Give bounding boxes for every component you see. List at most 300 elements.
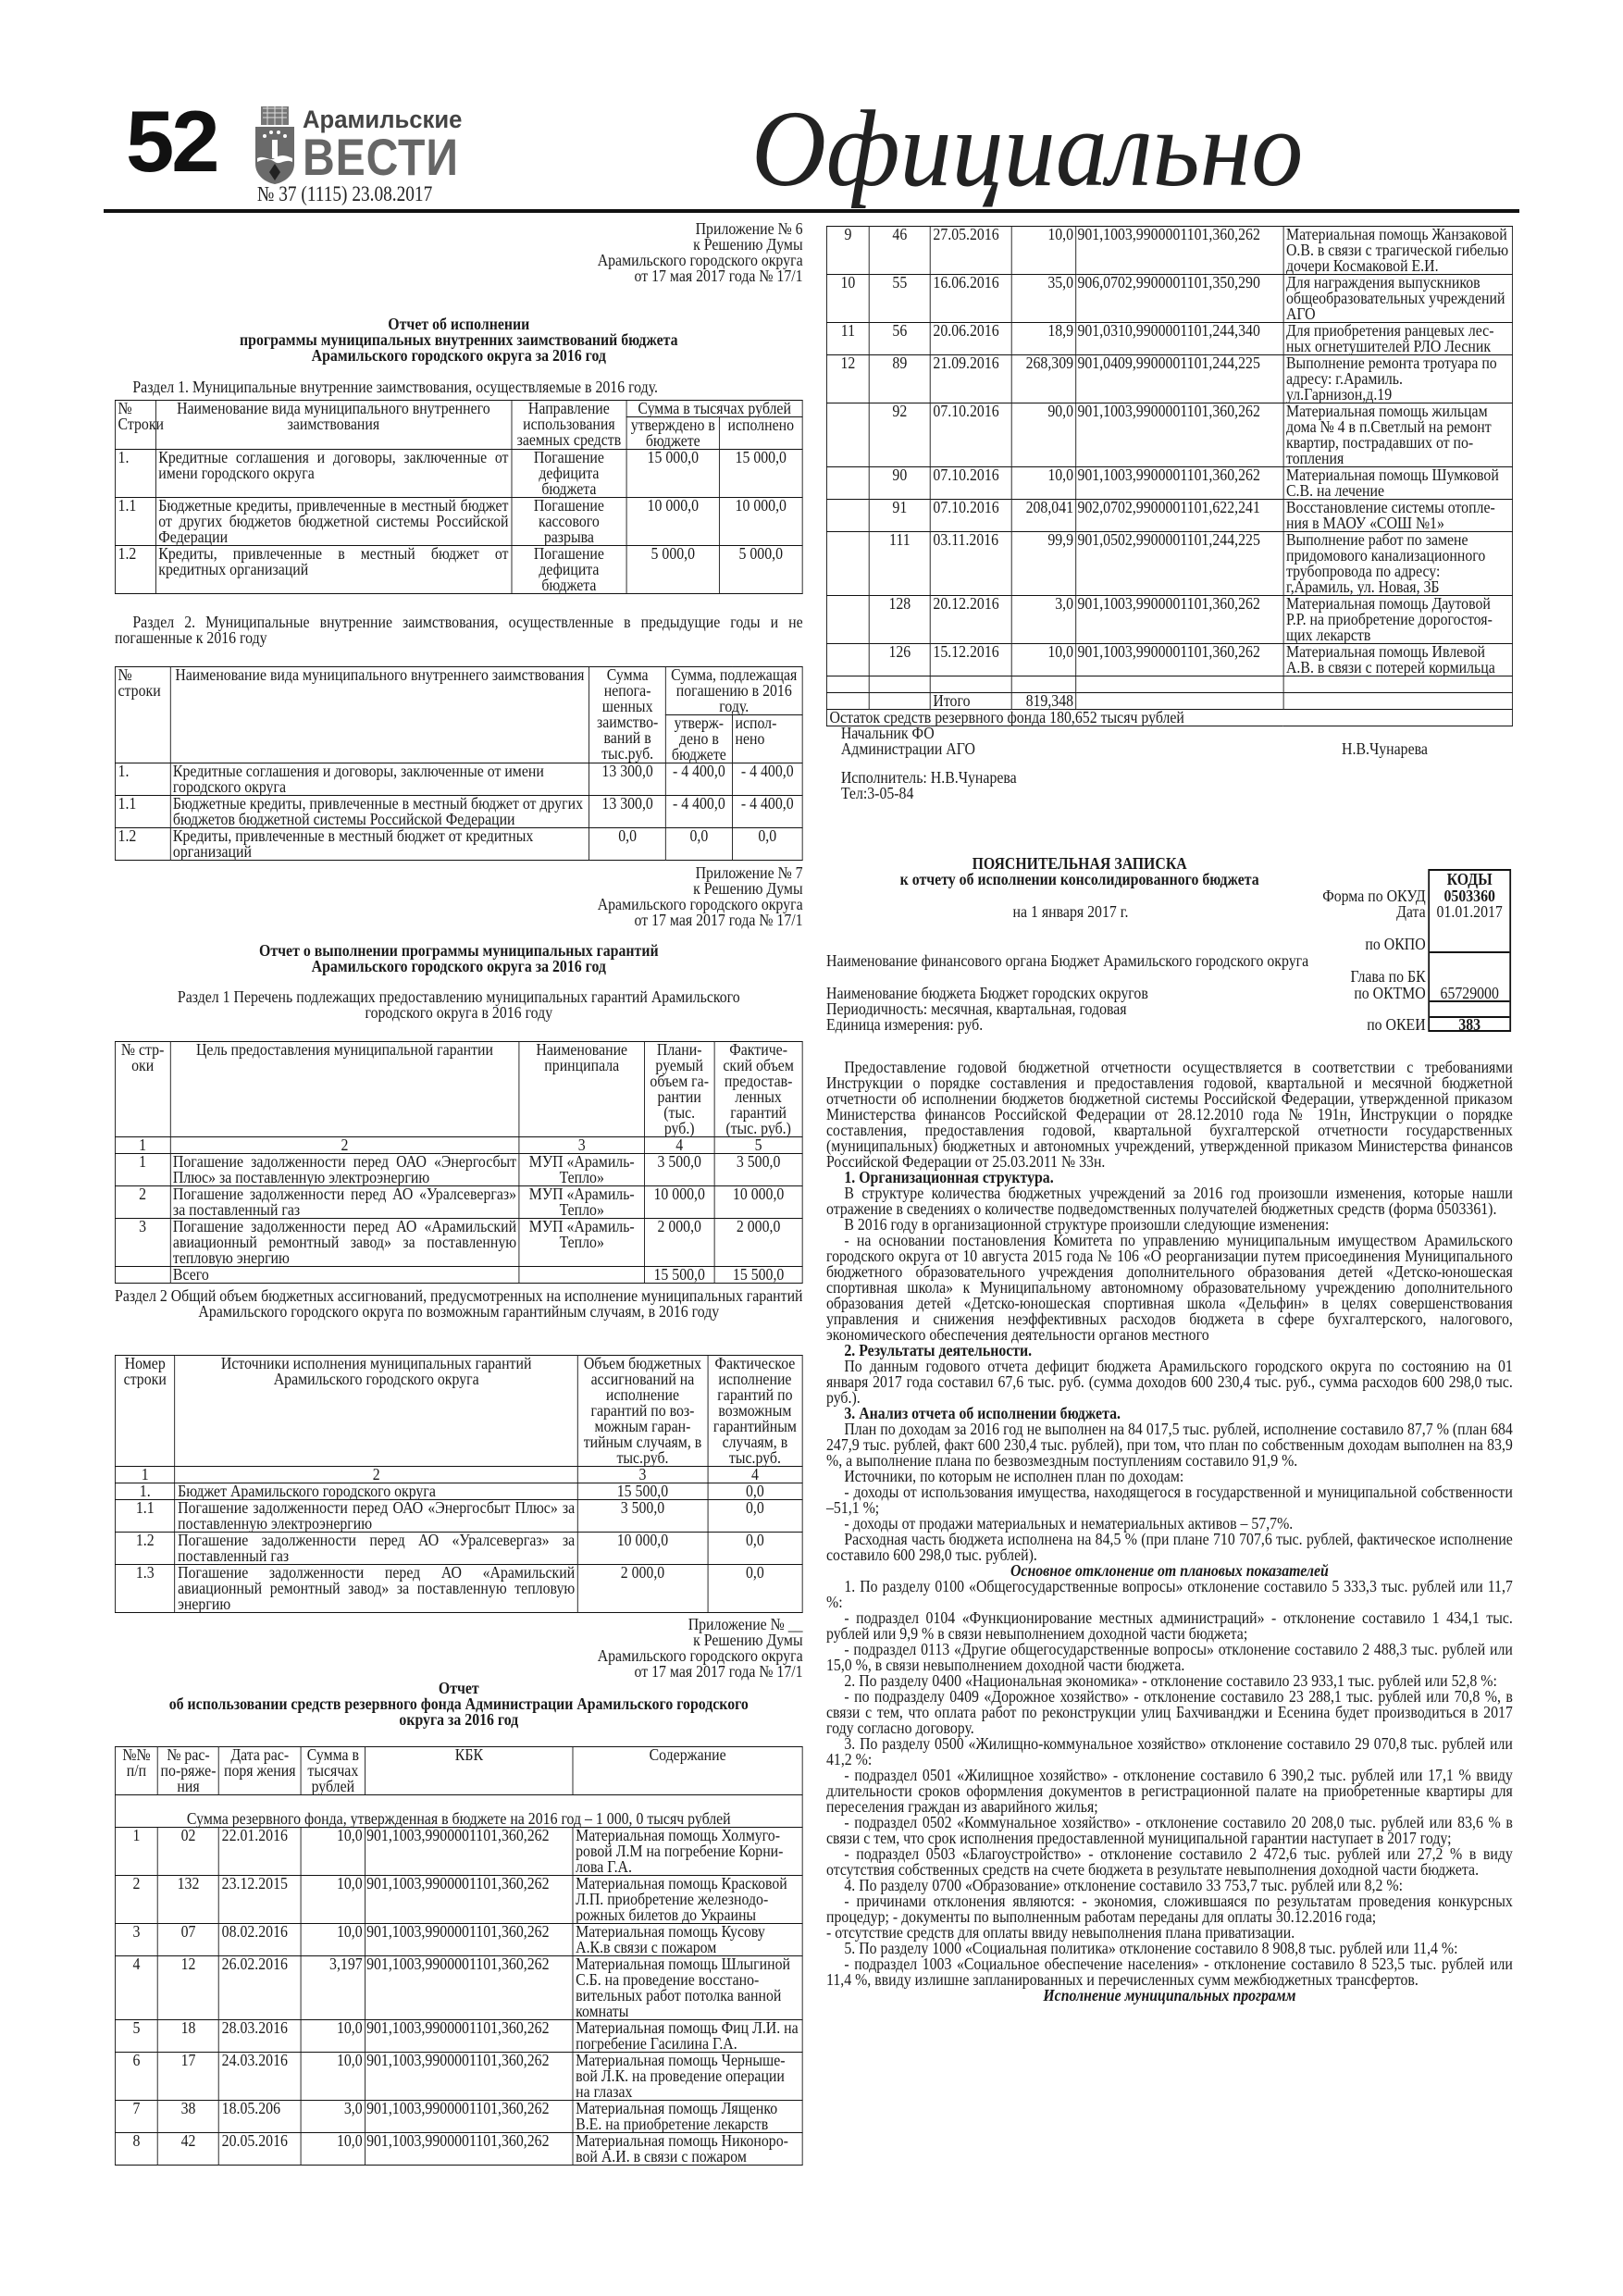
unit: Единица измерения: руб.	[826, 1015, 984, 1034]
order-date: 24.03.2016	[219, 2053, 301, 2101]
appendix-line: Приложение № 7	[695, 863, 803, 882]
kbk-code: 901,1003,9900001101,360,262	[1076, 467, 1283, 500]
row-number	[826, 403, 869, 467]
executed-amount: 5 000,0	[719, 546, 802, 594]
code-value: 0503360	[1443, 887, 1495, 905]
guarantee-table-2	[115, 1355, 803, 1613]
order-date	[930, 676, 1011, 693]
code-value: 01.01.2017	[1436, 902, 1503, 921]
order-number: 126	[869, 644, 930, 676]
kbk-code: 901,1003,9900001101,360,262	[365, 1924, 573, 1956]
actual-amount: 0,0	[708, 1483, 803, 1500]
col-header: Источники исполнения муниципальных гарантий Арамильского городского округа	[175, 1356, 577, 1467]
principal	[519, 1267, 644, 1284]
principal: МУП «Арамиль-Тепло»	[519, 1186, 644, 1219]
row-number: 9	[826, 227, 869, 275]
title-line: Отчет	[438, 1679, 479, 1697]
kbk-code	[1076, 693, 1283, 710]
order-number: 90	[869, 467, 930, 500]
reserve-fund-table-continued	[826, 226, 1513, 726]
order-number: 91	[869, 500, 930, 532]
amount: 10,0	[301, 2020, 365, 2053]
amount: 90,0	[1011, 403, 1076, 467]
col-number: 4	[644, 1137, 714, 1154]
section-caption: Раздел 2 Общий объем бюджетных ассигнований, предусмотренных на исполнение муниципальных гарантий Арамильского городского округа по возможным гарантийным случаям, в 2016 году	[115, 1286, 803, 1321]
col-number: 2	[175, 1467, 577, 1483]
guarantee-report-title	[115, 943, 803, 974]
col-header: Направление использования заемных средств	[512, 401, 627, 450]
amount: 10,0	[301, 1876, 365, 1924]
table-row	[115, 2101, 802, 2133]
table-row	[115, 1565, 802, 1613]
table-row	[115, 2133, 802, 2166]
guarantee-table-1	[115, 1041, 803, 1284]
appendix-line: от 17 мая 2017 года № 17/1	[634, 911, 803, 929]
col-header: Фактический объем предоставленных гарантий (тыс. руб.)	[714, 1042, 802, 1137]
borrowing-type: Кредиты, привлеченные в местный бюджет от кредитных организаций	[155, 546, 511, 594]
guarantee-purpose: Всего	[170, 1267, 519, 1284]
row-number: 1.2	[115, 1533, 175, 1565]
title-line: Отчет об исполнении	[388, 315, 530, 333]
order-date: 20.12.2016	[930, 596, 1011, 644]
code-label: Дата	[1396, 902, 1426, 921]
row-number: 7	[115, 2101, 157, 2133]
executed-amount: - 4 400,0	[732, 763, 802, 796]
row-number: 1.1	[115, 498, 155, 546]
description: Для награждения выпускников общеобразовательных учреждений АГО	[1283, 275, 1513, 323]
appendix-line: к Решению Думы	[693, 1631, 803, 1649]
row-number	[826, 596, 869, 644]
signature-name: Н.В.Чунарева	[1342, 739, 1428, 758]
guarantee-source: Погашение задолженности перед АО «Уралсевергаз» за поставленный газ	[175, 1533, 577, 1565]
guarantee-source: Погашение задолженности перед ОАО «Энергосбыт Плюс» за поставленную электроэнергию	[175, 1500, 577, 1533]
col-header: Сумма в тысячах рублей	[301, 1747, 365, 1795]
explanatory-note-body	[826, 1060, 1513, 2004]
col-header: утверждено в бюджете	[626, 417, 719, 450]
row-number	[826, 500, 869, 532]
table-row	[115, 1924, 802, 1956]
outstanding-amount: 13 300,0	[589, 763, 665, 796]
kbk-code: 901,1003,9900001101,360,262	[365, 1828, 573, 1876]
description	[1283, 676, 1513, 693]
col-header: № строки	[115, 1042, 169, 1137]
actual-amount: 10 000,0	[714, 1186, 802, 1219]
title-line: Арамильского городского округа за 2016 год	[311, 346, 606, 365]
order-date: 21.09.2016	[930, 355, 1011, 403]
row-number: 3	[115, 1924, 157, 1956]
amount: 10,0	[1011, 467, 1076, 500]
row-number	[826, 467, 869, 500]
order-number: 132	[157, 1876, 218, 1924]
description: Материальная помощь Фиц Л.И. на погребение Гасилина Г.А.	[573, 2020, 802, 2053]
subheading: Основное отклонение от плановых показателей	[1010, 1561, 1329, 1580]
col-header: Сумма, подлежащая погашению в 2016 году.	[665, 667, 802, 715]
row-number: 11	[826, 323, 869, 355]
order-date: 18.05.206	[219, 2101, 301, 2133]
note-subtitle: к отчету об исполнении консолидированного бюджета	[899, 870, 1259, 888]
col-header: Объем бюджетных ассигнований на исполнение гарантий по возможным гарантийным случаям, в тыс.руб.	[577, 1356, 707, 1467]
row-number: 3	[115, 1219, 169, 1267]
col-number: 4	[708, 1467, 803, 1483]
table-row	[826, 355, 1512, 403]
borrowing-type: Бюджетные кредиты, привлеченные в местный бюджет от других бюджетов бюджетной системы Российской Федерации	[170, 796, 589, 828]
logo-title-top: Арамильские	[303, 105, 463, 133]
order-number	[869, 676, 930, 693]
table-row	[115, 1483, 802, 1500]
borrowing-report-title	[115, 316, 803, 364]
order-date: Итого	[930, 693, 1011, 710]
paragraph: - подраздел 0113 «Другие общегосударственные вопросы» отклонение составило 2 488,3 тыс. рублей или 15,0 %, в связи невыполнением доходной части бюджета.	[826, 1640, 1513, 1674]
page-number: 52	[126, 93, 217, 190]
row-number: 2	[115, 1876, 157, 1924]
col-header: Наименование принципала	[519, 1042, 644, 1137]
description: Материальная помощь Даутовой Р.Р. на приобретение дорогостоящих лекарств	[1283, 596, 1513, 644]
left-column	[115, 0, 803, 2296]
reserve-fund-report-title	[115, 1681, 803, 1728]
table-row	[115, 1186, 802, 1219]
description: Материальная помощь жильцам дома № 4 в п.Светлый на ремонт квартир, пострадавших от потопления	[1283, 403, 1513, 467]
usage-direction: Погашение кассового разрыва	[512, 498, 627, 546]
borrowing-type: Кредиты, привлеченные в местный бюджет от кредитных организаций	[170, 828, 589, 861]
order-number: 55	[869, 275, 930, 323]
amount: 10,0	[1011, 644, 1076, 676]
row-number	[826, 532, 869, 596]
col-number: 1	[115, 1137, 169, 1154]
executor: Исполнитель: Н.В.Чунарева	[840, 768, 1017, 787]
order-number: 02	[157, 1828, 218, 1876]
table-row	[115, 828, 802, 861]
amount: 99,9	[1011, 532, 1076, 596]
amount: 10,0	[301, 1828, 365, 1876]
amount: 35,0	[1011, 275, 1076, 323]
periodicity: Периодичность: месячная, квартальная, годовая	[826, 999, 1127, 1018]
order-number: 128	[869, 596, 930, 644]
table-row	[115, 546, 802, 594]
borrowing-type: Кредитные соглашения и договоры, заключенные от имени городского округа	[155, 450, 511, 498]
actual-amount: 0,0	[708, 1565, 803, 1613]
amount: 3,197	[301, 1956, 365, 2020]
approved-amount: 10 000,0	[626, 498, 719, 546]
usage-direction: Погашение дефицита бюджета	[512, 546, 627, 594]
col-header: Номер строки	[115, 1356, 175, 1467]
principal: МУП «Арамиль-Тепло»	[519, 1219, 644, 1267]
actual-amount: 2 000,0	[714, 1219, 802, 1267]
appendix-line: Арамильского городского округа	[597, 251, 803, 269]
col-header: Дата распоря жения	[219, 1747, 301, 1795]
guarantee-source: Погашение задолженности перед АО «Арамильский авиационный ремонтный завод» за поставленную тепловую энергию	[175, 1565, 577, 1613]
approved-amount: 5 000,0	[626, 546, 719, 594]
row-number: 1.1	[115, 1500, 175, 1533]
col-header: Наименование вида муниципального внутреннего заимствования	[155, 401, 511, 450]
col-header: Фактическое исполнение гарантий по возможным гарантийным случаям, в тыс.руб.	[708, 1356, 803, 1467]
title-line: округа за 2016 год	[399, 1710, 519, 1729]
appendix-line: Приложение № __	[688, 1615, 803, 1633]
table-row	[826, 532, 1512, 596]
order-date: 26.02.2016	[219, 1956, 301, 2020]
paragraph: - по подразделу 0409 «Дорожное хозяйство» - отклонение составило 23 288,1 тыс. рублей или 70,8 %, в связи с тем, что оплата работ по реконструкции улиц Бахчиванджи и Есенина будет производиться в 2017 году согласно договору.	[826, 1687, 1513, 1737]
col-header: исполнено	[732, 715, 802, 763]
col-number: 1	[115, 1467, 175, 1483]
code-label: по ОКПО	[1365, 935, 1426, 953]
order-date: 16.06.2016	[930, 275, 1011, 323]
col-header: КБК	[365, 1747, 573, 1795]
description: Материальная помощь Шлыгиной С.Б. на проведение восстановительных работ потолка ванной комнаты	[573, 1956, 802, 2020]
guarantee-purpose: Погашение задолженности перед ОАО «Энергосбыт Плюс» за поставленную электроэнергию	[170, 1154, 519, 1186]
kbk-code: 901,1003,9900001101,360,262	[365, 2053, 573, 2101]
col-header: исполнено	[719, 417, 802, 450]
paragraph: Расходная часть бюджета исполнена на 84,5 % (при плане 710 707,6 тыс. рублей, фактическое исполнение составило 600 298,0 тыс. рублей).	[826, 1530, 1513, 1564]
guarantee-source: Бюджет Арамильского городского округа	[175, 1483, 577, 1500]
kbk-code: 901,1003,9900001101,360,262	[365, 1876, 573, 1924]
paragraph: 3. По разделу 0500 «Жилищно-коммунальное хозяйство» отклонение составило 29 070,8 тыс. рублей или 41,2 %:	[826, 1734, 1513, 1769]
kbk-code: 901,1003,9900001101,360,262	[365, 2101, 573, 2133]
kbk-code: 901,0502,9900001101,244,225	[1076, 532, 1283, 596]
title-line: программы муниципальных внутренних заимствований бюджета	[240, 330, 678, 349]
table-row	[115, 450, 802, 498]
kbk-code: 901,1003,9900001101,360,262	[1076, 644, 1283, 676]
executed-amount: 10 000,0	[719, 498, 802, 546]
table-row	[826, 403, 1512, 467]
description: Выполнение работ по замене придомового канализационного трубопровода по адресу: г,Арамиль, ул. Новая, 3Б	[1283, 532, 1513, 596]
logo-title-main: ВЕСТИ	[303, 128, 459, 186]
row-number	[826, 644, 869, 676]
kbk-code: 901,0310,9900001101,244,340	[1076, 323, 1283, 355]
financial-body: Наименование финансового органа Бюджет Арамильского городского округа	[826, 951, 1309, 970]
table-row	[826, 275, 1512, 323]
outstanding-amount: 13 300,0	[589, 796, 665, 828]
order-date: 07.10.2016	[930, 500, 1011, 532]
amount: 10,0	[301, 1924, 365, 1956]
order-number: 07	[157, 1924, 218, 1956]
order-number: 111	[869, 532, 930, 596]
paragraph: 1. По разделу 0100 «Общегосударственные вопросы» отклонение составило 5 333,3 тыс. рублей или 11,7 %:	[826, 1577, 1513, 1611]
amount: 10,0	[301, 2133, 365, 2166]
code-value: 65729000	[1440, 984, 1499, 1002]
col-header: № строки	[115, 667, 169, 763]
paragraph: - доходы от использования имущества, находящегося в государственной и муниципальной собственности –51,1 %;	[826, 1483, 1513, 1517]
paragraph: План по доходам за 2016 год не выполнен на 84 017,5 тыс. рублей, исполнение составило 87,7 % (план 684 247,9 тыс. рублей, факт 600 230,4 тыс. рублей), при том, что план по собственным доходам выполнен на 83,9 %, а выполнение плана по безвозмездным поступлениям составило 91,9 %.	[826, 1420, 1513, 1470]
allocated-amount: 15 500,0	[577, 1483, 707, 1500]
order-date: 08.02.2016	[219, 1924, 301, 1956]
explanatory-note-header	[826, 856, 1513, 1032]
col-header: № Строки	[115, 401, 155, 450]
description: Материальная помощь Шумковой С.В. на лечение	[1283, 467, 1513, 500]
allocated-amount: 3 500,0	[577, 1500, 707, 1533]
description: Материальная помощь Ивлевой А.В. в связи с потерей кормильца	[1283, 644, 1513, 676]
actual-amount: 0,0	[708, 1533, 803, 1565]
note-title: ПОЯСНИТЕЛЬНАЯ ЗАПИСКА	[972, 854, 1187, 873]
table-row	[115, 796, 802, 828]
order-number: 46	[869, 227, 930, 275]
order-number: 12	[157, 1956, 218, 2020]
col-number: 2	[170, 1137, 519, 1154]
description	[1283, 693, 1513, 710]
row-number: 1	[115, 1828, 157, 1876]
row-number: 1.2	[115, 546, 155, 594]
row-number: 1.3	[115, 1565, 175, 1613]
table-row	[826, 693, 1512, 710]
order-number: 56	[869, 323, 930, 355]
section-caption: Раздел 1. Муниципальные внутренние заимствования, осуществляемые в 2016 году.	[132, 378, 659, 396]
kbk-code: 901,0409,9900001101,244,225	[1076, 355, 1283, 403]
row-number: 10	[826, 275, 869, 323]
row-number: 4	[115, 1956, 157, 2020]
appendix-line: от 17 мая 2017 года № 17/1	[634, 1662, 803, 1681]
paragraph: 4. По разделу 0700 «Образование» отклонение составило 33 753,7 тыс. рублей или 8,2 %:	[844, 1876, 1403, 1894]
approved-amount: - 4 400,0	[665, 796, 732, 828]
kbk-code: 901,1003,9900001101,360,262	[365, 2020, 573, 2053]
issue-info: № 37 (1115) 23.08.2017	[257, 182, 433, 205]
col-header: утверждено в бюджете	[665, 715, 732, 763]
section-heading: 2. Результаты деятельности.	[844, 1341, 1033, 1359]
paragraph: В структуре количества бюджетных учреждений за 2016 год произошли изменения, которые нашли отражение в сведениях о количестве подведомственных получателей бюджетных средств (форма 0503361).	[826, 1184, 1513, 1218]
section-heading: 3. Анализ отчета об исполнении бюджета.	[844, 1404, 1121, 1422]
table-row	[826, 467, 1512, 500]
budget-name: Наименование бюджета Бюджет городских округов	[826, 984, 1148, 1002]
allocated-amount: 10 000,0	[577, 1533, 707, 1565]
borrowing-type: Кредитные соглашения и договоры, заключенные от имени городского округа	[170, 763, 589, 796]
paragraph: - причинами отклонения являются: - экономия, сложившаяся по результатам проведения конкурсных процедур; - документы по выполненным работам переданы для оплаты 30.12.2016 года;	[826, 1892, 1513, 1926]
order-date: 27.05.2016	[930, 227, 1011, 275]
executor-phone: Тел:3-05-84	[840, 784, 914, 802]
borrowing-table-2	[115, 666, 803, 861]
description: Материальная помощь Чернышевой Л.К. на проведение операции на глазах	[573, 2053, 802, 2101]
table-row	[115, 2020, 802, 2053]
table-row	[115, 1219, 802, 1267]
paragraph: - отсутствие средств для оплаты ввиду невыполнения плана приватизации.	[826, 1923, 1295, 1942]
order-number: 89	[869, 355, 930, 403]
col-header: Сумма в тысячах рублей	[626, 401, 802, 417]
paragraph: По данным годового отчета дефицит бюджета Арамильского городского округа по состоянию на 01 января 2017 года составил 67,6 тыс. руб. (сумма доходов 600 230,4 тыс. руб., сумма расходов 600 298,0 тыс. руб.).	[826, 1357, 1513, 1407]
paragraph: - подраздел 0503 «Благоустройство» - отклонение составило 2 472,6 тыс. рублей или 27,2 % в виду отсутствия собственных средств на счете бюджета в результате невыполнения доходной части бюджета.	[826, 1844, 1513, 1879]
codes-divider	[1430, 951, 1509, 953]
appendix-line: Арамильского городского округа	[597, 895, 803, 913]
row-number: 1.	[115, 450, 155, 498]
title-line: Арамильского городского округа за 2016 год	[311, 957, 606, 975]
paragraph: - подраздел 0501 «Жилищное хозяйство» - отклонение составило 6 390,2 тыс. рублей или 17,1 % ввиду длительности сроков оформления документов в регистрационной палате на приобретенные квартиры для переселения граждан из аварийного жилья;	[826, 1766, 1513, 1816]
kbk-code: 901,1003,9900001101,360,262	[1076, 596, 1283, 644]
code-label: Глава по БК	[1350, 967, 1426, 986]
table-row	[115, 1533, 802, 1565]
remainder-text: Остаток средств резервного фонда 180,652 тысяч рублей	[826, 710, 1512, 726]
amount: 10,0	[301, 2053, 365, 2101]
description: Восстановление системы отопления в МАОУ «СОШ №1»	[1283, 500, 1513, 532]
appendix-line: Арамильского городского округа	[597, 1646, 803, 1665]
description: Материальная помощь Холмугоровой Л.М на погребение Корнилова Г.А.	[573, 1828, 802, 1876]
code-label: Форма по ОКУД	[1322, 887, 1426, 905]
paragraph: 2. По разделу 0400 «Национальная экономика» - отклонение составило 23 933,1 тыс. рублей или 52,8 %:	[844, 1671, 1497, 1690]
order-number: 17	[157, 2053, 218, 2101]
order-date: 23.12.2015	[219, 1876, 301, 1924]
row-number: 8	[115, 2133, 157, 2166]
usage-direction: Погашение дефицита бюджета	[512, 450, 627, 498]
amount: 3,0	[301, 2101, 365, 2133]
description: Выполнение ремонта тротуара по адресу: г.Арамиль. ул.Гарнизон,д.19	[1283, 355, 1513, 403]
table-row	[115, 2053, 802, 2101]
row-number: 6	[115, 2053, 157, 2101]
outstanding-amount: 0,0	[589, 828, 665, 861]
subheading: Исполнение муниципальных программ	[1043, 1986, 1296, 2004]
title-line: Отчет о выполнении программы муниципальных гарантий	[259, 941, 659, 960]
actual-amount: 0,0	[708, 1500, 803, 1533]
order-date: 15.12.2016	[930, 644, 1011, 676]
table-row	[826, 227, 1512, 275]
col-header: № распо-ряжения	[157, 1747, 218, 1795]
col-number: 5	[714, 1137, 802, 1154]
guarantee-purpose: Погашение задолженности перед АО «Арамильский авиационный ремонтный завод» за поставленную тепловую энергию	[170, 1219, 519, 1267]
col-header: Планируемый объем гарантии (тыс. руб.)	[644, 1042, 714, 1137]
appendix-line: к Решению Думы	[693, 879, 803, 898]
row-number: 12	[826, 355, 869, 403]
executed-amount: 0,0	[732, 828, 802, 861]
section-heading: 1. Организационная структура.	[844, 1168, 1054, 1186]
actual-amount: 15 500,0	[714, 1267, 802, 1284]
table-row	[115, 498, 802, 546]
code-label: по ОКТМО	[1354, 984, 1426, 1002]
borrowing-table-1	[115, 400, 803, 594]
guarantee-purpose: Погашение задолженности перед АО «Уралсевергаз» за поставленный газ	[170, 1186, 519, 1219]
col-header: Цель предоставления муниципальной гарантии	[170, 1042, 519, 1137]
order-date: 20.05.2016	[219, 2133, 301, 2166]
reserve-fund-table	[115, 1746, 803, 2166]
paragraph: - подраздел 0502 «Коммунальное хозяйство» - отклонение составило 20 208,0 тыс. рублей или 83,6 % в связи с тем, что срок исполнения предоставленной муниципальной гарантии наступает в 2017 году;	[826, 1813, 1513, 1847]
col-number: 3	[577, 1467, 707, 1483]
row-number: 2	[115, 1186, 169, 1219]
right-column	[826, 0, 1513, 2296]
fund-note-row	[115, 1795, 802, 1828]
signature-block	[826, 726, 1513, 757]
paragraph: - подраздел 1003 «Социальное обеспечение населения» - отклонение составило 8 523,5 тыс. рублей или 11,4 %, ввиду излишне запланированных и перечисленных сумм межбюджетных трансфертов.	[826, 1955, 1513, 1989]
kbk-code: 906,0702,9900001101,350,290	[1076, 275, 1283, 323]
col-number: 3	[519, 1137, 644, 1154]
order-number: 42	[157, 2133, 218, 2166]
col-header: Наименование вида муниципального внутреннего заимствования	[170, 667, 589, 763]
approved-amount: - 4 400,0	[665, 763, 732, 796]
table-row	[115, 1500, 802, 1533]
kbk-code: 901,1003,9900001101,360,262	[365, 1956, 573, 2020]
kbk-code	[1076, 676, 1283, 693]
order-date: 20.06.2016	[930, 323, 1011, 355]
row-number: 1.	[115, 1483, 175, 1500]
planned-amount: 10 000,0	[644, 1186, 714, 1219]
title-line: об использовании средств резервного фонда Администрации Арамильского городского	[168, 1694, 749, 1713]
row-number	[826, 676, 869, 693]
row-number: 5	[115, 2020, 157, 2053]
row-number: 1.1	[115, 796, 169, 828]
table-row	[115, 1956, 802, 2020]
row-number	[115, 1267, 169, 1284]
paragraph: - доходы от продажи материальных и нематериальных активов – 57,7%.	[844, 1514, 1294, 1533]
description: Материальная помощь Кусову А.К.в связи с пожаром	[573, 1924, 802, 1956]
borrowing-type: Бюджетные кредиты, привлеченные в местный бюджет от других бюджетов бюджетной системы Российской Федерации	[155, 498, 511, 546]
codes-header: КОДЫ	[1446, 870, 1493, 888]
code-label: по ОКЕИ	[1367, 1015, 1426, 1034]
row-number: 1.2	[115, 828, 169, 861]
section-caption: Раздел 1 Перечень подлежащих предоставлению муниципальных гарантий Арамильского городского округа в 2016 году	[177, 987, 740, 1022]
executor-block	[826, 770, 1513, 801]
kbk-code: 901,1003,9900001101,360,262	[1076, 403, 1283, 467]
actual-amount: 3 500,0	[714, 1154, 802, 1186]
description: Материальная помощь Лященко В.Е. на приобретение лекарств	[573, 2101, 802, 2133]
appendix-7-header	[115, 865, 803, 928]
kbk-code: 901,1003,9900001101,360,262	[365, 2133, 573, 2166]
order-date: 22.01.2016	[219, 1828, 301, 1876]
col-header: Содержание	[573, 1747, 802, 1795]
table-row	[115, 763, 802, 796]
approved-amount: 15 000,0	[626, 450, 719, 498]
signature-position: Начальник ФО	[840, 724, 935, 742]
row-number: 1.	[115, 763, 169, 796]
